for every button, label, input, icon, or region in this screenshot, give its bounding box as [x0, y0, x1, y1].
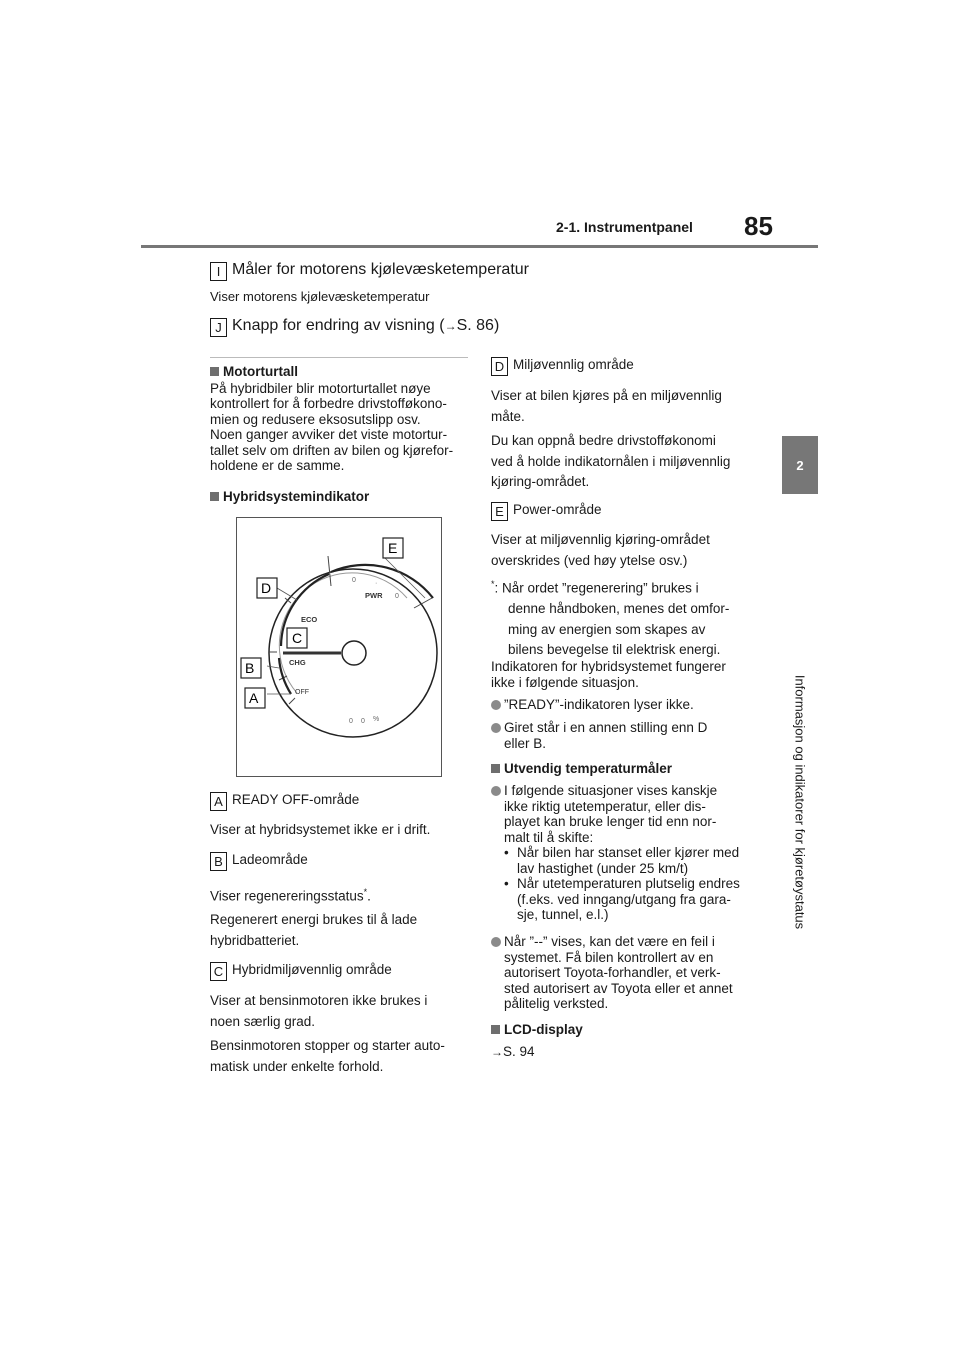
item-b-desc1: Viser regenereringsstatus*.	[210, 887, 371, 904]
header-rule	[141, 245, 818, 248]
item-e-desc: Viser at miljøvennlig kjøring-området overskrides (ved høy ytelse osv.)	[491, 532, 710, 568]
dot-bullet-icon	[491, 723, 501, 733]
dot-bullet-icon	[491, 700, 501, 710]
badge-i: I	[210, 262, 227, 281]
badge-a: A	[210, 792, 227, 811]
badge-e: E	[491, 502, 508, 521]
svg-text:0: 0	[395, 593, 399, 600]
svg-text:E: E	[388, 540, 398, 556]
svg-text:B: B	[245, 660, 255, 676]
lcd-ref[interactable]: →S. 94	[491, 1044, 535, 1059]
ref-link[interactable]: S. 86)	[456, 317, 500, 334]
item-a-desc: Viser at hybridsystemet ikke er i drift.	[210, 822, 431, 837]
item-c-desc2: Bensinmotoren stopper og starter auto- matisk under enkelte forhold.	[210, 1038, 445, 1074]
item-b-title: B Ladeområde	[210, 850, 308, 871]
item-c-title: C Hybridmiljøvennlig område	[210, 960, 392, 981]
diagram-label-a	[245, 688, 265, 708]
outside-temp-bullet-1: I følgende situasjoner vises kanskje ikke riktig utetemperatur, eller dis- playet kan bruke lenger tid enn nor- malt til å skifte: • Når bilen har stanset eller kjører med lav hastighet (under 25 km/t) • Når utetemperaturen plutselig endres (f.eks. ved inngang/utgang fra gara- sje, tunnel, e.l.)	[491, 783, 740, 923]
svg-text:D: D	[261, 580, 272, 596]
svg-text:0: 0	[352, 577, 356, 584]
dial-off-label: OFF	[295, 689, 309, 696]
svg-text:C: C	[292, 630, 303, 646]
footnote: *: Når ordet ”regenerering” brukes i denne håndboken, menes det omfor- ming av energien som skapes av bilens bevegelse til elektrisk energi.	[491, 579, 730, 657]
dial-chg-label: CHG	[289, 658, 306, 667]
svg-text:0: 0	[349, 718, 353, 725]
hybrid-indicator-diagram	[236, 517, 442, 777]
item-a-title: A READY OFF-område	[210, 790, 359, 811]
gauge-hub	[342, 641, 366, 665]
chapter-tab: 2	[782, 436, 818, 494]
badge-c: C	[210, 962, 227, 981]
badge-b: B	[210, 852, 227, 871]
motorturtall-heading: Motorturtall	[210, 364, 470, 380]
badge-j: J	[210, 318, 227, 337]
square-bullet-icon	[210, 492, 219, 501]
section-title: 2-1. Instrumentpanel	[556, 219, 693, 235]
hybrid-gauge-illustration	[237, 518, 441, 776]
item-i-title: I Måler for motorens kjølevæsketemperatur	[210, 261, 529, 281]
item-j-title: J Knapp for endring av visning (→S. 86)	[210, 317, 499, 337]
svg-text:0: 0	[361, 718, 365, 725]
lcd-heading: LCD-display	[491, 1022, 583, 1038]
badge-d: D	[491, 357, 508, 376]
indicator-intro: Indikatoren for hybridsystemet fungerer ikke i følgende situasjon.	[491, 659, 726, 690]
item-d-desc2: Du kan oppnå bedre drivstofføkonomi ved å holde indikatornålen i miljøvennlig kjøring-området.	[491, 433, 731, 489]
dot-bullet-icon	[491, 937, 501, 947]
diagram-label-b	[241, 658, 261, 678]
diagram-label-d	[257, 578, 277, 598]
chapter-title: Informasjon og indikatorer for kjøretøystatus	[792, 674, 808, 930]
arrow-icon: →	[444, 319, 457, 333]
item-e-title: E Power-område	[491, 500, 602, 521]
item-c-desc1: Viser at bensinmotoren ikke brukes i noen særlig grad.	[210, 993, 428, 1029]
square-bullet-icon	[491, 1025, 500, 1034]
outside-temp-heading: Utvendig temperaturmåler	[491, 761, 672, 777]
hybrid-heading: Hybridsystemindikator	[210, 489, 369, 505]
svg-text:A: A	[249, 690, 259, 706]
page-number: 85	[744, 211, 773, 241]
item-b-desc2: Regenerert energi brukes til å lade hybridbatteriet.	[210, 912, 418, 948]
dial-pwr-label: PWR	[365, 591, 383, 600]
outside-temp-bullet-2: Når ”--” vises, kan det være en feil i systemet. Få bilen kontrollert av en autorisert Toyota-forhandler, et verk- sted autorisert av Toyota eller et annet pålitelig verksted.	[491, 934, 733, 1012]
square-bullet-icon	[491, 764, 500, 773]
section-divider	[210, 357, 468, 358]
diagram-label-e	[383, 538, 403, 558]
arrow-icon: →	[491, 1045, 503, 1059]
svg-text:%: %	[373, 716, 380, 723]
item-d-title: D Miljøvennlig område	[491, 355, 634, 376]
item-d-desc1: Viser at bilen kjøres på en miljøvennlig måte.	[491, 388, 722, 424]
dot-bullet-icon	[491, 786, 501, 796]
dial-eco-label: ECO	[301, 615, 318, 624]
svg-text:·: ·	[375, 580, 378, 587]
item-i-desc: Viser motorens kjølevæsketemperatur	[210, 289, 430, 304]
condition-1: ”READY”-indikatoren lyser ikke.	[491, 697, 694, 713]
motorturtall-block: Motorturtall På hybridbiler blir motorturtallet nøye kontrollert for å forbedre drivstofføkono- mien og redusere eksosutslipp osv. Noen ganger avviker det viste motortur- tallet selv om driften av bilen og kjørefor- holdene er de samme.	[210, 364, 470, 474]
diagram-label-c	[287, 628, 307, 648]
condition-2: Giret står i en annen stilling enn D eller B.	[491, 720, 707, 751]
square-bullet-icon	[210, 367, 219, 376]
